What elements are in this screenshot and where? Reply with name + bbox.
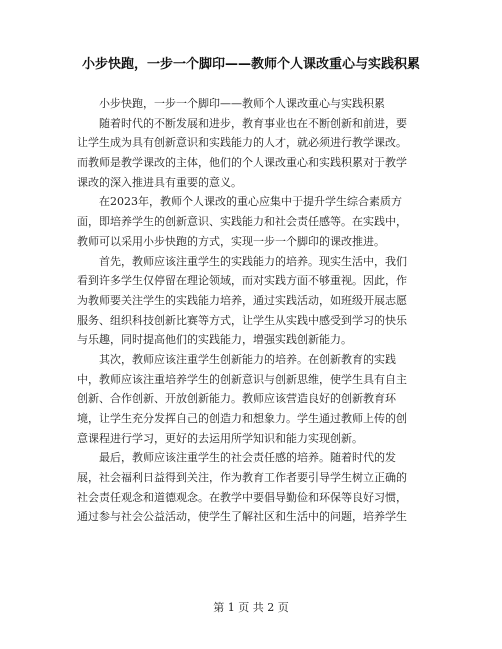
paragraph-line: 展，社会福利日益得到关注，作为教育工作者要引导学生树立正确的	[77, 471, 407, 485]
paragraph-line: 让学生成为具有创新意识和实践能力的人才，就必须进行教学课改。	[77, 136, 407, 150]
paragraph-line: 服务、组织科技创新比赛等方式，让学生从实践中感受到学习的快乐	[77, 313, 407, 327]
paragraph-line: 随着时代的不断发展和进步，教育事业也在不断创新和前进，要	[99, 116, 407, 130]
paragraph-line: 课改的深入推进具有重要的意义。	[77, 175, 242, 189]
paragraph-line: 首先，教师应该注重学生的实践能力的培养。现实生活中，我们	[99, 254, 407, 268]
document-title: 小步快跑，一步一个脚印——教师个人课改重心与实践积累	[81, 57, 420, 72]
page-footer: 第 1 页 共 2 页	[213, 601, 289, 614]
paragraph-line: 为教师要关注学生的实践能力培养，通过实践活动，如班级开展志愿	[77, 293, 407, 307]
paragraph-line: 最后，教师应该注重学生的社会责任感的培养。随着时代的发	[99, 451, 396, 465]
paragraph-line: 社会责任观念和道德观念。在教学中要倡导勤俭和环保等良好习惯，	[77, 490, 407, 504]
paragraph-line: 境，让学生充分发挥自己的创造力和想象力。学生通过教师上传的创	[77, 412, 407, 425]
paragraph-line: 其次，教师应该注重学生创新能力的培养。在创新教育的实践	[99, 352, 396, 366]
paragraph-line: 面，即培养学生的创新意识、实践能力和社会责任感等。在实践中，	[77, 215, 407, 229]
paragraph-line: 在2023年，教师个人课改的重心应集中于提升学生综合素质方	[99, 195, 402, 209]
paragraph-line: 意课程进行学习，更好的去运用所学知识和能力实现创新。	[77, 431, 363, 445]
paragraph-line: 创新、合作创新、开放创新能力。教师应该营造良好的创新教育环	[77, 392, 396, 406]
paragraph-line: 而教师是教学课改的主体，他们的个人课改重心和实践积累对于教学	[77, 156, 407, 170]
paragraph-line: 教师可以采用小步快跑的方式，实现一步一个脚印的课改推进。	[77, 234, 385, 248]
paragraph-line: 与乐趣，同时提高他们的实践能力，增强实践创新能力。	[77, 333, 352, 347]
paragraph-line: 通过参与社会公益活动，使学生了解社区和生活中的问题，培养学生	[77, 510, 407, 524]
document-body	[77, 94, 431, 527]
paragraph-line: 看到许多学生仅停留在理论领域，而对实践方面不够重视。因此，作	[77, 274, 407, 288]
paragraph-line: 小步快跑，一步一个脚印——教师个人课改重心与实践积累	[99, 97, 385, 110]
paragraph-line: 中，教师应该注重培养学生的创新意识与创新思维，使学生具有自主	[77, 372, 407, 386]
